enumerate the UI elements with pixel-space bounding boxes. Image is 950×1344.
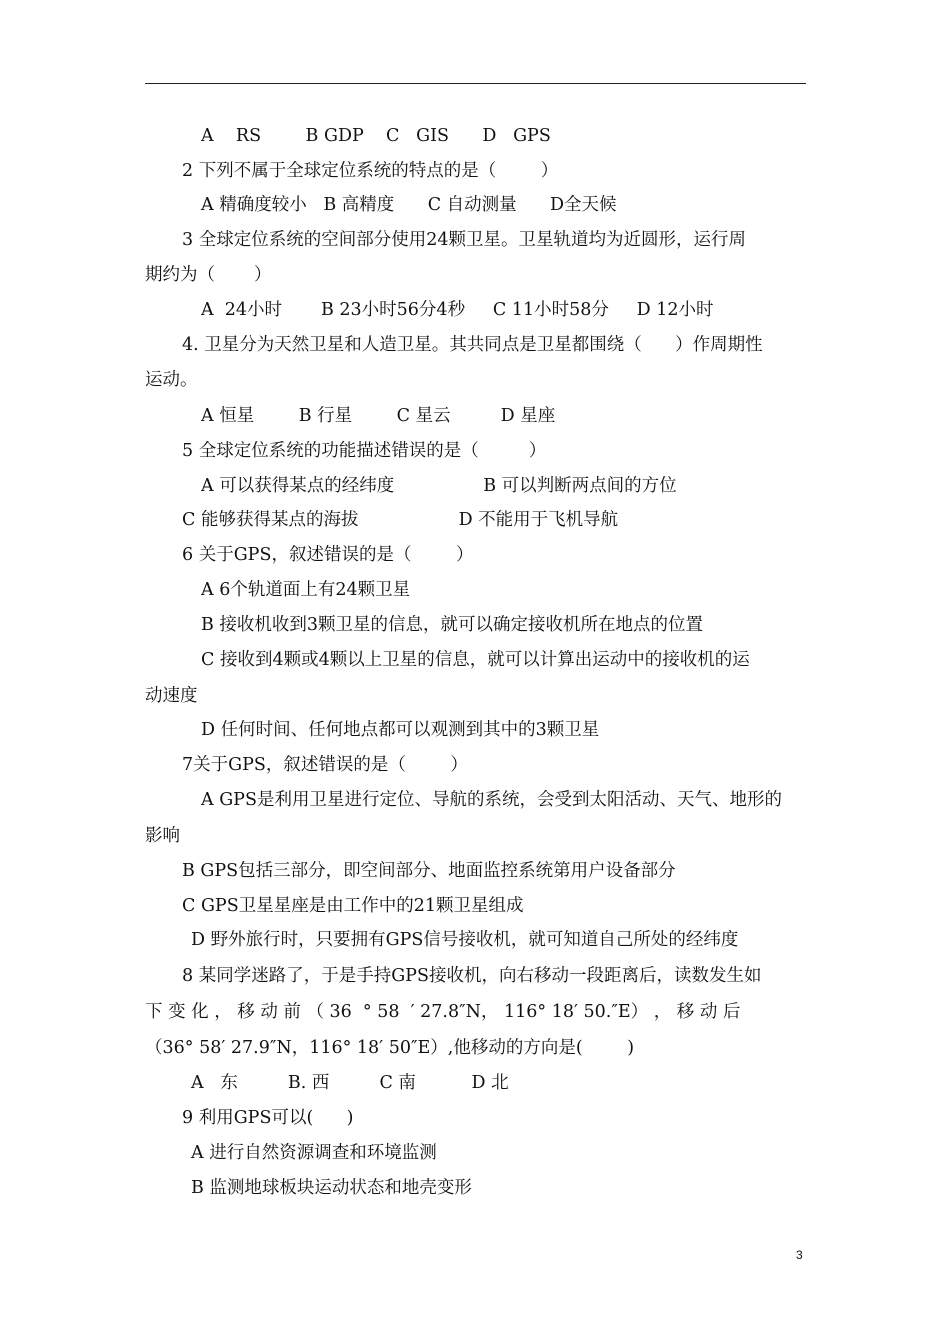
q7-option-c: C GPS卫星星座是由工作中的21颗卫星组成 — [182, 896, 524, 916]
q8-stem-line2: 下 变 化 ， 移 动 前 （ 36 ° 58 ′ 27.8″N， 116° 18′ 50.″E） ， 移 动 后 — [145, 1002, 741, 1022]
q7-option-d: D 野外旅行时，只要拥有GPS信号接收机，就可知道自己所处的经纬度 — [191, 930, 739, 950]
q6-option-c-line1: C 接收到4颗或4颗以上卫星的信息，就可以计算出运动中的接收机的运 — [201, 650, 750, 670]
q5-options-row1: A 可以获得某点的经纬度 B 可以判断两点间的方位 — [201, 476, 677, 496]
q5-stem: 5 全球定位系统的功能描述错误的是（ ） — [182, 441, 547, 461]
q7-option-a-line2: 影响 — [145, 826, 180, 846]
q7-option-b: B GPS包括三部分，即空间部分、地面监控系统第用户设备部分 — [182, 861, 676, 881]
q6-option-d: D 任何时间、任何地点都可以观测到其中的3颗卫星 — [201, 720, 600, 740]
q7-stem: 7关于GPS，叙述错误的是（ ） — [182, 755, 468, 775]
q9-option-b: B 监测地球板块运动状态和地壳变形 — [191, 1178, 472, 1198]
q4-stem-line2: 运动。 — [145, 370, 198, 390]
q1-options: A RS B GDP C GIS D GPS — [201, 126, 551, 146]
q3-stem-line1: 3 全球定位系统的空间部分使用24颗卫星。卫星轨道均为近圆形，运行周 — [182, 230, 746, 250]
q2-options: A 精确度较小 B 高精度 C 自动测量 D全天候 — [201, 195, 617, 215]
q5-options-row2: C 能够获得某点的海拔 D 不能用于飞机导航 — [182, 510, 619, 530]
q3-options: A 24小时 B 23小时56分4秒 C 11小时58分 D 12小时 — [201, 300, 714, 320]
q6-option-b: B 接收机收到3颗卫星的信息，就可以确定接收机所在地点的位置 — [201, 615, 704, 635]
q9-stem: 9 利用GPS可以( ) — [182, 1108, 354, 1128]
q4-stem-line1: 4. 卫星分为天然卫星和人造卫星。其共同点是卫星都围绕（ ）作周期性 — [182, 335, 763, 355]
q8-options: A 东 B. 西 C 南 D 北 — [191, 1073, 509, 1093]
q2-stem: 2 下列不属于全球定位系统的特点的是（ ） — [182, 161, 559, 181]
q8-stem-line3: （36° 58′ 27.9″N，116° 18′ 50″E）,他移动的方向是( ) — [145, 1038, 635, 1058]
q6-stem: 6 关于GPS，叙述错误的是（ ） — [182, 545, 474, 565]
page-number: 3 — [796, 1248, 803, 1262]
q6-option-c-line2: 动速度 — [145, 686, 198, 706]
q3-stem-line2: 期约为（ ） — [145, 265, 272, 285]
q9-option-a: A 进行自然资源调查和环境监测 — [191, 1143, 437, 1163]
header-rule — [145, 83, 806, 84]
q8-stem-line1: 8 某同学迷路了，于是手持GPS接收机，向右移动一段距离后，读数发生如 — [182, 966, 762, 986]
q7-option-a-line1: A GPS是利用卫星进行定位、导航的系统，会受到太阳活动、天气、地形的 — [201, 790, 782, 810]
q4-options: A 恒星 B 行星 C 星云 D 星座 — [201, 406, 556, 426]
q6-option-a: A 6个轨道面上有24颗卫星 — [201, 580, 411, 600]
